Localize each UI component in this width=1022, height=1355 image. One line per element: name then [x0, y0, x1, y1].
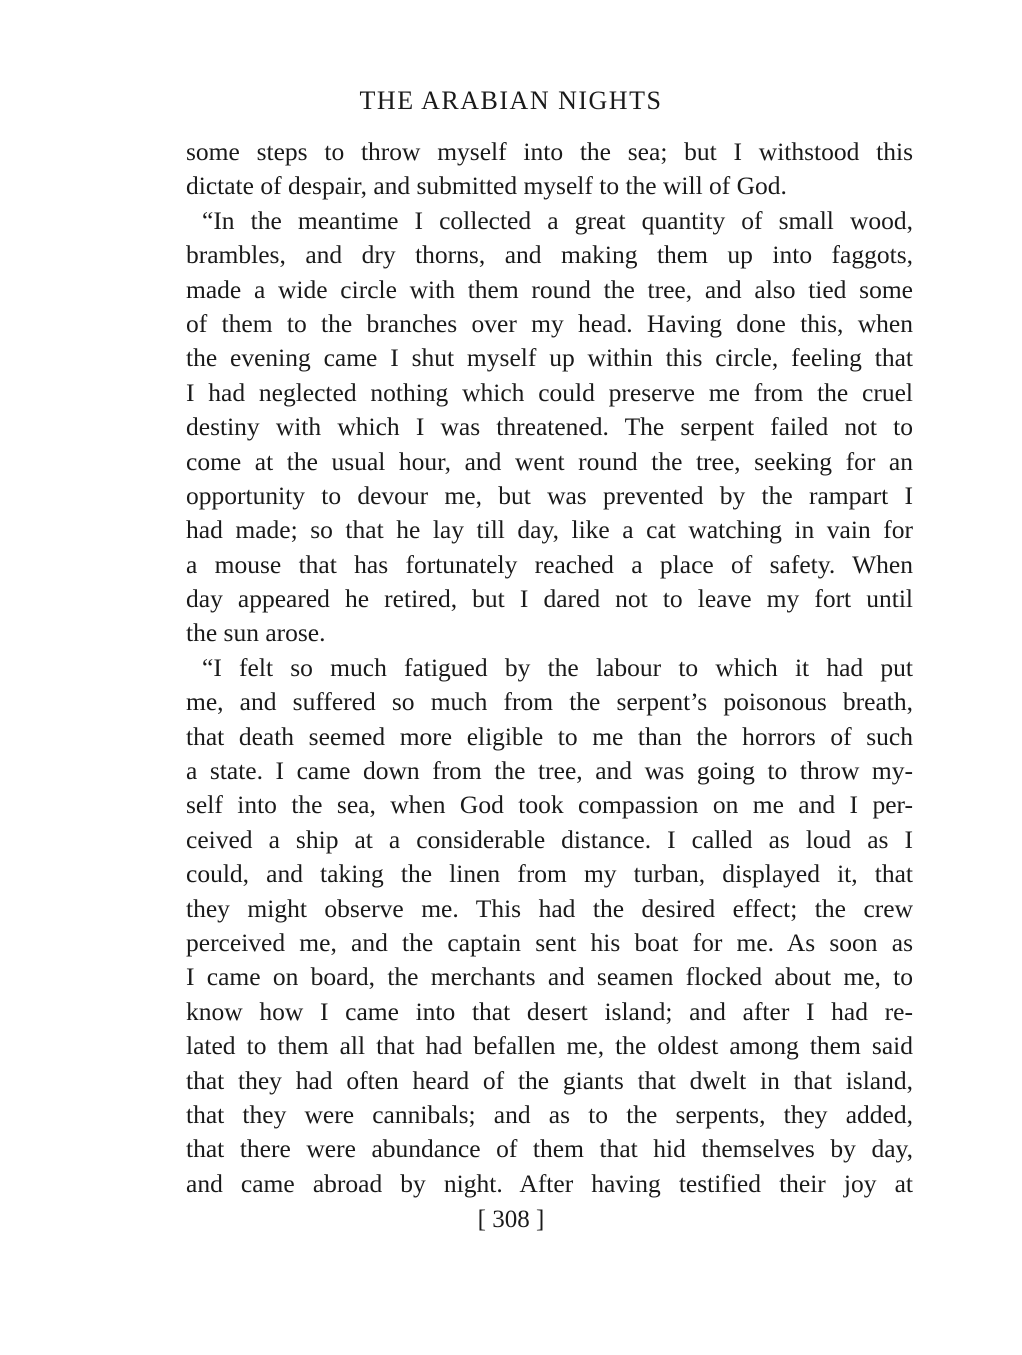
- text-line: had made; so that he lay till day, like a cat watching in vain for: [186, 515, 913, 545]
- text-line: some steps to throw myself into the sea; but I withstood this: [186, 137, 913, 166]
- text-line: self into the sea, when God took compassion on me and I per-: [186, 790, 913, 820]
- text-line: ceived a ship at a considerable distance. I called as loud as I: [186, 824, 913, 854]
- text-line: dictate of despair, and submitted myself to the will of God.: [186, 171, 787, 201]
- text-line: the evening came I shut myself up within this circle, feeling that: [186, 343, 913, 373]
- body-text: [186, 135, 913, 1201]
- text-line: that there were abundance of them that hid themselves by day,: [186, 1134, 913, 1164]
- text-line: day appeared he retired, but I dared not to leave my fort until: [186, 584, 913, 614]
- text-line: me, and suffered so much from the serpent’s poisonous breath,: [186, 687, 913, 717]
- page-number: [ 308 ]: [477, 1206, 545, 1233]
- text-line: lated to them all that had befallen me, the oldest among them said: [186, 1031, 913, 1061]
- text-line: that death seemed more eligible to me than the horrors of such: [186, 721, 913, 751]
- text-line: know how I came into that desert island; and after I had re-: [186, 996, 913, 1026]
- text-line: a state. I came down from the tree, and was going to throw my-: [186, 756, 913, 786]
- text-line: a mouse that has fortunately reached a place of safety. When: [186, 549, 913, 579]
- text-line: that they had often heard of the giants that dwelt in that island,: [186, 1065, 913, 1095]
- text-line: they might observe me. This had the desired effect; the crew: [186, 893, 913, 923]
- text-line: perceived me, and the captain sent his boat for me. As soon as: [186, 927, 913, 957]
- text-line: come at the usual hour, and went round the tree, seeking for an: [186, 446, 913, 476]
- text-line: destiny with which I was threatened. The serpent failed not to: [186, 412, 913, 442]
- text-line: could, and taking the linen from my turban, displayed it, that: [186, 859, 913, 889]
- text-line: and came abroad by night. After having testified their joy at: [186, 1168, 913, 1198]
- text-line: of them to the branches over my head. Having done this, when: [186, 308, 913, 338]
- text-line: I came on board, the merchants and seamen flocked about me, to: [186, 962, 913, 992]
- running-head-title: THE ARABIAN NIGHTS: [359, 86, 663, 115]
- text-line: made a wide circle with them round the tree, and also tied some: [186, 274, 913, 304]
- text-line: that they were cannibals; and as to the serpents, they added,: [186, 1099, 913, 1129]
- text-line: the sun arose.: [186, 618, 326, 648]
- paragraph-start-line: “I felt so much fatigued by the labour to which it had put: [202, 652, 913, 682]
- text-line: brambles, and dry thorns, and making them up into faggots,: [186, 240, 913, 270]
- text-line: opportunity to devour me, but was prevented by the rampart I: [186, 480, 913, 510]
- paragraph-start-line: “In the meantime I collected a great quantity of small wood,: [202, 205, 913, 235]
- text-line: I had neglected nothing which could preserve me from the cruel: [186, 377, 913, 407]
